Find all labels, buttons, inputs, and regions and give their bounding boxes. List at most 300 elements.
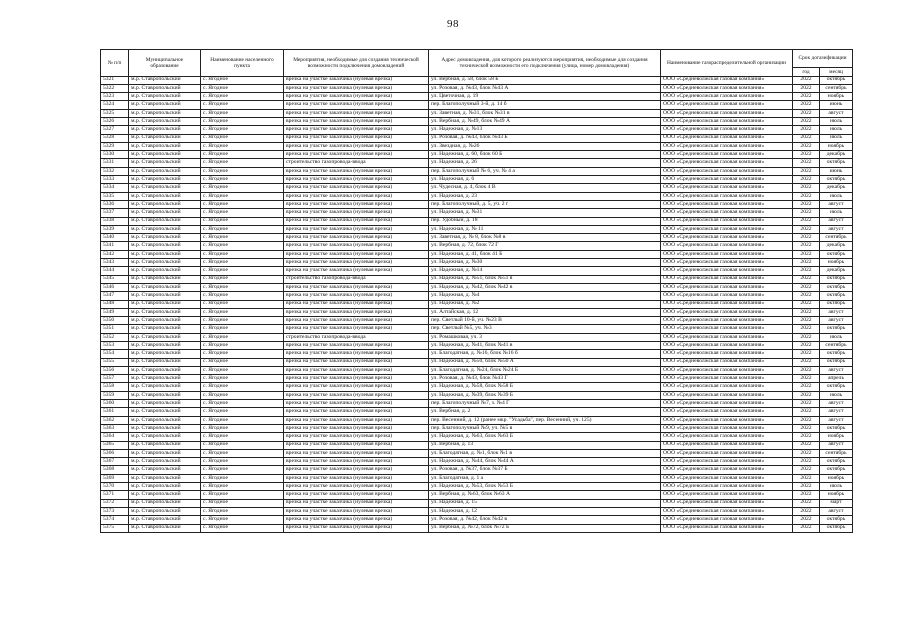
municipality-cell: м.р. Ставропольский [129,93,201,101]
year-cell: 2022 [793,242,820,250]
organization-cell: ООО «Средневолжская газовая компания» [661,242,793,250]
measures-cell: врезка на участке заказчика (нулевая врезка) [284,217,429,225]
month-cell: ноябрь [820,142,853,150]
municipality-cell: м.р. Ставропольский [129,441,201,449]
municipality-cell: м.р. Ставропольский [129,101,201,109]
address-cell: ул. Благодатная, д. №1, блок №1 в [429,449,661,457]
measures-cell: врезка на участке заказчика (нулевая врезка) [284,134,429,142]
row-number: 5342 [101,250,129,258]
month-cell: сентябрь [820,84,853,92]
municipality-cell: м.р. Ставропольский [129,217,201,225]
settlement-cell: с. Ягодное [201,358,284,366]
year-cell: 2022 [793,366,820,374]
address-cell: ул. Алтайская, д. 12 [429,308,661,316]
table-row [101,358,853,366]
address-cell: ул. Надежная, д. № 11 [429,225,661,233]
measures-cell: врезка на участке заказчика (нулевая врезка) [284,416,429,424]
municipality-cell: м.р. Ставропольский [129,391,201,399]
row-number: 5372 [101,499,129,507]
organization-cell: ООО «Средневолжская газовая компания» [661,408,793,416]
row-number: 5356 [101,366,129,374]
table-row [101,76,853,84]
month-cell: август [820,408,853,416]
measures-cell: врезка на участке заказчика (нулевая врезка) [284,391,429,399]
measures-cell: врезка на участке заказчика (нулевая врезка) [284,458,429,466]
measures-cell: врезка на участке заказчика (нулевая врезка) [284,283,429,291]
measures-cell: врезка на участке заказчика (нулевая врезка) [284,225,429,233]
address-cell: ул. Надежная, д. 23 [429,192,661,200]
municipality-cell: м.р. Ставропольский [129,383,201,391]
municipality-cell: м.р. Ставропольский [129,117,201,125]
settlement-cell: с. Ягодное [201,93,284,101]
table-row [101,366,853,374]
table-row [101,101,853,109]
month-cell: октябрь [820,176,853,184]
address-cell: ул. Розовая, д. №43, блок №43 А [429,84,661,92]
year-cell: 2022 [793,76,820,84]
table-row [101,516,853,524]
table-row [101,458,853,466]
month-cell: октябрь [820,250,853,258]
organization-cell: ООО «Средневолжская газовая компания» [661,391,793,399]
measures-cell: врезка на участке заказчика (нулевая врезка) [284,259,429,267]
organization-cell: ООО «Средневолжская газовая компания» [661,250,793,258]
table-row [101,466,853,474]
row-number: 5330 [101,151,129,159]
settlement-cell: с. Ягодное [201,101,284,109]
year-cell: 2022 [793,358,820,366]
measures-cell: врезка на участке заказчика (нулевая врезка) [284,200,429,208]
month-cell: октябрь [820,383,853,391]
row-number: 5333 [101,176,129,184]
year-cell: 2022 [793,391,820,399]
address-cell: ул. Вербная, д. 58, блок 58 Б [429,76,661,84]
settlement-cell: с. Ягодное [201,416,284,424]
organization-cell: ООО «Средневолжская газовая компания» [661,126,793,134]
year-cell: 2022 [793,93,820,101]
address-cell: ул. Розовая, д. №43, блок №43 Г [429,375,661,383]
year-cell: 2022 [793,84,820,92]
address-cell: пер. Удобный, д. 18 [429,217,661,225]
measures-cell: врезка на участке заказчика (нулевая врезка) [284,408,429,416]
month-cell: сентябрь [820,449,853,457]
month-cell: октябрь [820,275,853,283]
municipality-cell: м.р. Ставропольский [129,134,201,142]
settlement-cell: с. Ягодное [201,126,284,134]
measures-cell: врезка на участке заказчика (нулевая врезка) [284,433,429,441]
municipality-cell: м.р. Ставропольский [129,350,201,358]
measures-cell: врезка на участке заказчика (нулевая врезка) [284,292,429,300]
row-number: 5324 [101,101,129,109]
year-cell: 2022 [793,275,820,283]
year-cell: 2022 [793,300,820,308]
year-cell: 2022 [793,325,820,333]
organization-cell: ООО «Средневолжская газовая компания» [661,267,793,275]
organization-cell: ООО «Средневолжская газовая компания» [661,375,793,383]
table-row [101,292,853,300]
address-cell: ул. Надежная, д. 6 [429,176,661,184]
settlement-cell: с. Ягодное [201,366,284,374]
year-cell: 2022 [793,109,820,117]
address-cell: ул. Вербная, д. №63, блок №63 А [429,491,661,499]
municipality-cell: м.р. Ставропольский [129,184,201,192]
settlement-cell: с. Ягодное [201,524,284,532]
table-row [101,342,853,350]
settlement-cell: с. Ягодное [201,184,284,192]
settlement-cell: с. Ягодное [201,408,284,416]
table-row [101,383,853,391]
address-cell: пер. Светлый 10-й, уч. №23 В [429,317,661,325]
table-row [101,507,853,515]
municipality-cell: м.р. Ставропольский [129,308,201,316]
address-cell: ул. Надежная, д. №51, блок №51 в [429,275,661,283]
year-cell: 2022 [793,117,820,125]
month-cell: сентябрь [820,234,853,242]
measures-cell: врезка на участке заказчика (нулевая врезка) [284,117,429,125]
municipality-cell: м.р. Ставропольский [129,333,201,341]
month-cell: сентябрь [820,342,853,350]
measures-cell: врезка на участке заказчика (нулевая врезка) [284,400,429,408]
municipality-cell: м.р. Ставропольский [129,516,201,524]
organization-cell: ООО «Средневолжская газовая компания» [661,383,793,391]
measures-cell: врезка на участке заказчика (нулевая врезка) [284,350,429,358]
organization-cell: ООО «Средневолжская газовая компания» [661,350,793,358]
row-number: 5349 [101,308,129,316]
table-row [101,259,853,267]
municipality-cell: м.р. Ставропольский [129,499,201,507]
month-cell: октябрь [820,325,853,333]
month-cell: июль [820,134,853,142]
year-cell: 2022 [793,259,820,267]
municipality-cell: м.р. Ставропольский [129,250,201,258]
table-row [101,209,853,217]
row-number: 5359 [101,391,129,399]
row-number: 5365 [101,441,129,449]
row-number: 5354 [101,350,129,358]
measures-cell: врезка на участке заказчика (нулевая врезка) [284,101,429,109]
month-cell: ноябрь [820,93,853,101]
settlement-cell: с. Ягодное [201,84,284,92]
row-number: 5369 [101,474,129,482]
month-cell: июль [820,333,853,341]
year-cell: 2022 [793,499,820,507]
year-cell: 2022 [793,433,820,441]
header-deadline: Срок догазификации [793,50,853,68]
municipality-cell: м.р. Ставропольский [129,275,201,283]
settlement-cell: с. Ягодное [201,142,284,150]
address-cell: ул. Цветочная, д. 19 [429,93,661,101]
year-cell: 2022 [793,184,820,192]
municipality-cell: м.р. Ставропольский [129,234,201,242]
settlement-cell: с. Ягодное [201,117,284,125]
table-row [101,267,853,275]
year-cell: 2022 [793,283,820,291]
address-cell: ул. Надежная, д. №63, блок №63 Б [429,433,661,441]
header-municipality: Муниципальное образование [129,50,201,77]
row-number: 5353 [101,342,129,350]
municipality-cell: м.р. Ставропольский [129,449,201,457]
year-cell: 2022 [793,192,820,200]
settlement-cell: с. Ягодное [201,259,284,267]
municipality-cell: м.р. Ставропольский [129,259,201,267]
organization-cell: ООО «Средневолжская газовая компания» [661,209,793,217]
organization-cell: ООО «Средневолжская газовая компания» [661,76,793,84]
organization-cell: ООО «Средневолжская газовая компания» [661,524,793,532]
measures-cell: врезка на участке заказчика (нулевая врезка) [284,317,429,325]
table-body [101,76,853,532]
month-cell: апрель [820,375,853,383]
municipality-cell: м.р. Ставропольский [129,192,201,200]
organization-cell: ООО «Средневолжская газовая компания» [661,507,793,515]
table-row [101,491,853,499]
settlement-cell: с. Ягодное [201,151,284,159]
month-cell: октябрь [820,458,853,466]
month-cell: август [820,366,853,374]
year-cell: 2022 [793,458,820,466]
row-number: 5361 [101,408,129,416]
municipality-cell: м.р. Ставропольский [129,358,201,366]
year-cell: 2022 [793,151,820,159]
municipality-cell: м.р. Ставропольский [129,416,201,424]
month-cell: август [820,109,853,117]
row-number: 5326 [101,117,129,125]
table-row [101,441,853,449]
row-number: 5345 [101,275,129,283]
year-cell: 2022 [793,466,820,474]
organization-cell: ООО «Средневолжская газовая компания» [661,342,793,350]
table-row [101,234,853,242]
address-cell: ул. Надежная, д. 12 [429,507,661,515]
organization-cell: ООО «Средневолжская газовая компания» [661,283,793,291]
settlement-cell: с. Ягодное [201,109,284,117]
row-number: 5341 [101,242,129,250]
row-number: 5350 [101,317,129,325]
measures-cell: врезка на участке заказчика (нулевая врезка) [284,424,429,432]
row-number: 5331 [101,159,129,167]
year-cell: 2022 [793,217,820,225]
settlement-cell: с. Ягодное [201,507,284,515]
row-number: 5335 [101,192,129,200]
address-cell: ул. Вербная, д. №49, блок №49 А [429,117,661,125]
organization-cell: ООО «Средневолжская газовая компания» [661,234,793,242]
month-cell: октябрь [820,424,853,432]
month-cell: июль [820,483,853,491]
month-cell: октябрь [820,76,853,84]
organization-cell: ООО «Средневолжская газовая компания» [661,441,793,449]
address-cell: пер. Благополучный, д. 5, уч. 2 г [429,200,661,208]
measures-cell: врезка на участке заказчика (нулевая врезка) [284,109,429,117]
year-cell: 2022 [793,524,820,532]
settlement-cell: с. Ягодное [201,499,284,507]
month-cell: октябрь [820,516,853,524]
measures-cell: врезка на участке заказчика (нулевая врезка) [284,474,429,482]
row-number: 5358 [101,383,129,391]
row-number: 5347 [101,292,129,300]
table-row [101,325,853,333]
municipality-cell: м.р. Ставропольский [129,400,201,408]
month-cell: ноябрь [820,474,853,482]
year-cell: 2022 [793,424,820,432]
measures-cell: врезка на участке заказчика (нулевая врезка) [284,441,429,449]
settlement-cell: с. Ягодное [201,292,284,300]
month-cell: июль [820,192,853,200]
address-cell: ул. Надежная, д. №41, блок №41 в [429,342,661,350]
row-number: 5328 [101,134,129,142]
row-number: 5338 [101,217,129,225]
address-cell: ул. Благодатная, д. №16, блок №16 б [429,350,661,358]
row-number: 5329 [101,142,129,150]
year-cell: 2022 [793,416,820,424]
organization-cell: ООО «Средневолжская газовая компания» [661,167,793,175]
organization-cell: ООО «Средневолжская газовая компания» [661,217,793,225]
row-number: 5364 [101,433,129,441]
municipality-cell: м.р. Ставропольский [129,84,201,92]
organization-cell: ООО «Средневолжская газовая компания» [661,366,793,374]
settlement-cell: с. Ягодное [201,225,284,233]
measures-cell: врезка на участке заказчика (нулевая врезка) [284,250,429,258]
row-number: 5373 [101,507,129,515]
year-cell: 2022 [793,441,820,449]
address-cell: ул. Вербная, д. 72, блок 72 Г [429,242,661,250]
month-cell: октябрь [820,283,853,291]
month-cell: март [820,499,853,507]
table-row [101,283,853,291]
municipality-cell: м.р. Ставропольский [129,458,201,466]
municipality-cell: м.р. Ставропольский [129,491,201,499]
measures-cell: врезка на участке заказчика (нулевая врезка) [284,325,429,333]
organization-cell: ООО «Средневолжская газовая компания» [661,275,793,283]
year-cell: 2022 [793,507,820,515]
municipality-cell: м.р. Ставропольский [129,342,201,350]
municipality-cell: м.р. Ставропольский [129,126,201,134]
municipality-cell: м.р. Ставропольский [129,283,201,291]
address-cell: ул. Благодатная, д. №24, блок №24 Б [429,366,661,374]
settlement-cell: с. Ягодное [201,342,284,350]
settlement-cell: с. Ягодное [201,275,284,283]
measures-cell: врезка на участке заказчика (нулевая врезка) [284,167,429,175]
row-number: 5366 [101,449,129,457]
settlement-cell: с. Ягодное [201,516,284,524]
month-cell: июль [820,209,853,217]
row-number: 5344 [101,267,129,275]
settlement-cell: с. Ягодное [201,350,284,358]
month-cell: июль [820,126,853,134]
year-cell: 2022 [793,142,820,150]
organization-cell: ООО «Средневолжская газовая компания» [661,333,793,341]
table-row [101,391,853,399]
measures-cell: врезка на участке заказчика (нулевая врезка) [284,192,429,200]
organization-cell: ООО «Средневолжская газовая компания» [661,93,793,101]
measures-cell: врезка на участке заказчика (нулевая врезка) [284,242,429,250]
address-cell: ул. Вербная, д. 13 [429,441,661,449]
row-number: 5362 [101,416,129,424]
settlement-cell: с. Ягодное [201,400,284,408]
organization-cell: ООО «Средневолжская газовая компания» [661,142,793,150]
address-cell: ул. Надежная, д. №31 [429,209,661,217]
month-cell: октябрь [820,358,853,366]
measures-cell: врезка на участке заказчика (нулевая врезка) [284,449,429,457]
address-cell: ул. Вербная, д. 2 [429,408,661,416]
row-number: 5346 [101,283,129,291]
address-cell: ул. Заветная, д. №31, блок №31 в [429,109,661,117]
settlement-cell: с. Ягодное [201,159,284,167]
gasification-table [100,49,853,533]
measures-cell: врезка на участке заказчика (нулевая врезка) [284,126,429,134]
table-row [101,400,853,408]
year-cell: 2022 [793,474,820,482]
organization-cell: ООО «Средневолжская газовая компания» [661,424,793,432]
address-cell: ул. Надежная, д. №13 [429,126,661,134]
month-cell: ноябрь [820,259,853,267]
organization-cell: ООО «Средневолжская газовая компания» [661,400,793,408]
row-number: 5371 [101,491,129,499]
organization-cell: ООО «Средневолжская газовая компания» [661,101,793,109]
organization-cell: ООО «Средневолжская газовая компания» [661,516,793,524]
row-number: 5321 [101,76,129,84]
address-cell: ул. Розовая, д. №37, блок №37 Б [429,466,661,474]
settlement-cell: с. Ягодное [201,317,284,325]
address-cell: пер. Благополучный 3-й, д. 14 б [429,101,661,109]
month-cell: август [820,416,853,424]
year-cell: 2022 [793,176,820,184]
row-number: 5370 [101,483,129,491]
year-cell: 2022 [793,250,820,258]
address-cell: ул. Розовая, д. №42, блок №42 в [429,516,661,524]
measures-cell: врезка на участке заказчика (нулевая врезка) [284,300,429,308]
year-cell: 2022 [793,408,820,416]
measures-cell: врезка на участке заказчика (нулевая врезка) [284,383,429,391]
organization-cell: ООО «Средневолжская газовая компания» [661,225,793,233]
month-cell: ноябрь [820,491,853,499]
settlement-cell: с. Ягодное [201,200,284,208]
measures-cell: врезка на участке заказчика (нулевая врезка) [284,184,429,192]
year-cell: 2022 [793,101,820,109]
measures-cell: врезка на участке заказчика (нулевая врезка) [284,507,429,515]
month-cell: июнь [820,167,853,175]
year-cell: 2022 [793,449,820,457]
table-row [101,93,853,101]
measures-cell: врезка на участке заказчика (нулевая врезка) [284,524,429,532]
address-cell: ул. Надежная, д. №2 [429,300,661,308]
row-number: 5368 [101,466,129,474]
table-row [101,225,853,233]
address-cell: ул. Надежная, д. №58, блок №58 Б [429,383,661,391]
settlement-cell: с. Ягодное [201,176,284,184]
table-row [101,449,853,457]
organization-cell: ООО «Средневолжская газовая компания» [661,491,793,499]
header-organization: Наименование газораспределительной организации [661,50,793,77]
year-cell: 2022 [793,134,820,142]
settlement-cell: с. Ягодное [201,217,284,225]
month-cell: декабрь [820,151,853,159]
row-number: 5339 [101,225,129,233]
municipality-cell: м.р. Ставропольский [129,151,201,159]
settlement-cell: с. Ягодное [201,134,284,142]
month-cell: декабрь [820,267,853,275]
month-cell: август [820,200,853,208]
table-row [101,242,853,250]
table-row [101,126,853,134]
organization-cell: ООО «Средневолжская газовая компания» [661,84,793,92]
settlement-cell: с. Ягодное [201,167,284,175]
row-number: 5355 [101,358,129,366]
table-row [101,151,853,159]
settlement-cell: с. Ягодное [201,242,284,250]
measures-cell: врезка на участке заказчика (нулевая врезка) [284,342,429,350]
header-year: год [793,68,820,77]
municipality-cell: м.р. Ставропольский [129,200,201,208]
settlement-cell: с. Ягодное [201,267,284,275]
